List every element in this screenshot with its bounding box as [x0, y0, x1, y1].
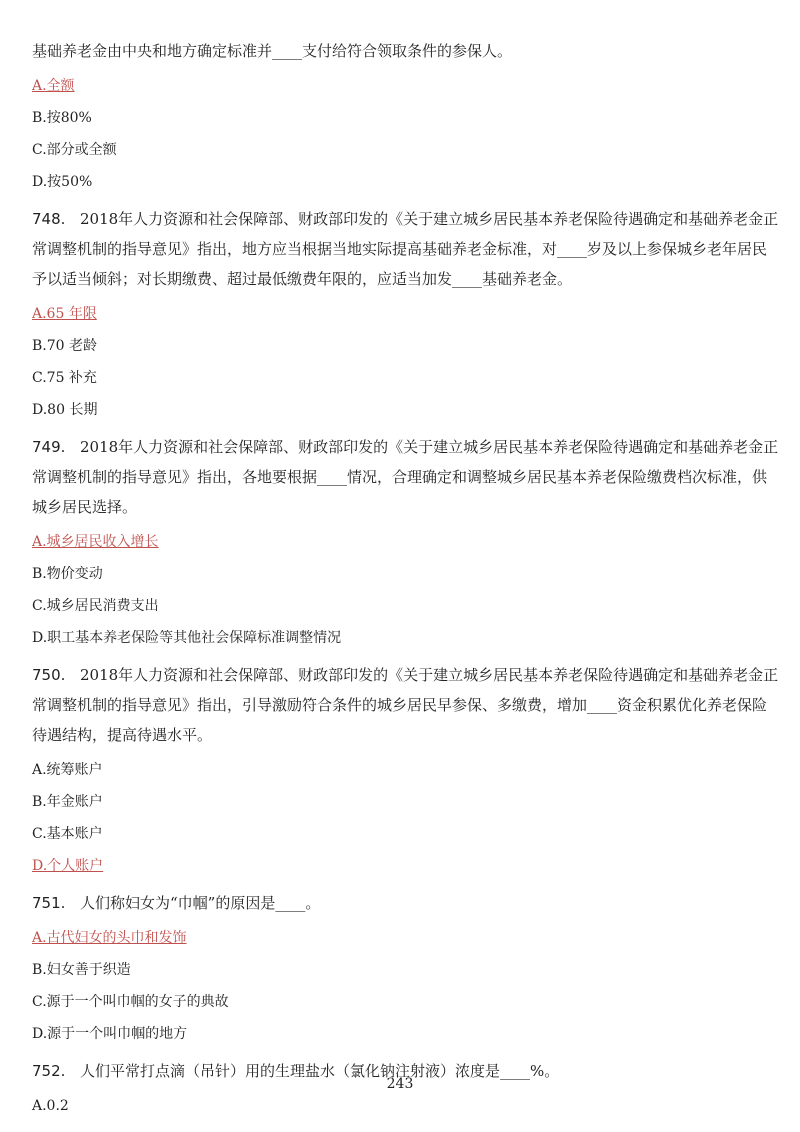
question-751: [32, 888, 780, 918]
option-a: A.统筹账户: [32, 762, 103, 778]
option-c: C.源于一个叫巾帼的女子的典故: [32, 994, 229, 1010]
question-text: 2018年人力资源和社会保障部、财政部印发的《关于建立城乡居民基本养老保险待遇确定和基础养老金正常调整机制的指导意见》指出，引导激励符合条件的城乡居民早参保、多缴费，增加____资金积累优化养老保险待遇结构，提高待遇水平。: [32, 666, 779, 744]
question-749: [32, 432, 780, 522]
page-number: 243: [386, 1076, 414, 1092]
option-b: B.70 老龄: [32, 338, 98, 354]
option-a: A.0.2: [32, 1098, 69, 1114]
question-text: 2018年人力资源和社会保障部、财政部印发的《关于建立城乡居民基本养老保险待遇确定和基础养老金正常调整机制的指导意见》指出，各地要根据____情况，合理确定和调整城乡居民基本养老保险缴费档次标准，供城乡居民选择。: [32, 438, 779, 516]
option-b: B.按80%: [32, 110, 92, 126]
question-750: [32, 660, 780, 750]
option-a: A.65 年限: [32, 306, 97, 322]
option-d: D.80 长期: [32, 402, 98, 418]
question-number: 752.: [32, 1062, 66, 1080]
option-c: C.部分或全额: [32, 142, 117, 158]
question-text: 基础养老金由中央和地方确定标准并____支付给符合领取条件的参保人。: [32, 42, 513, 60]
option-c: C.基本账户: [32, 826, 103, 842]
option-c: C.城乡居民消费支出: [32, 598, 159, 614]
option-d: D.按50%: [32, 174, 93, 190]
option-d: D.个人账户: [32, 858, 104, 874]
question-text: 人们称妇女为“巾帼”的原因是____。: [80, 894, 321, 912]
question-text: 2018年人力资源和社会保障部、财政部印发的《关于建立城乡居民基本养老保险待遇确定和基础养老金正常调整机制的指导意见》指出，地方应当根据当地实际提高基础养老金标准，对____岁及以上参保城乡老年居民予以适当倾斜；对长期缴费、超过最低缴费年限的，应适当加发____基础养老金。: [32, 210, 779, 288]
question-number: 748.: [32, 210, 66, 228]
question-number: 751.: [32, 894, 66, 912]
option-a: A.古代妇女的头巾和发饰: [32, 930, 187, 946]
option-d: D.源于一个叫巾帼的地方: [32, 1026, 188, 1042]
option-b: B.物价变动: [32, 566, 103, 582]
question-text: 人们平常打点滴（吊针）用的生理盐水（氯化钠注射液）浓度是____%。: [80, 1062, 560, 1080]
option-b: B.年金账户: [32, 794, 103, 810]
option-d: D.职工基本养老保险等其他社会保障标准调整情况: [32, 630, 342, 646]
option-a: A.全额: [32, 78, 75, 94]
option-a: A.城乡居民收入增长: [32, 534, 159, 550]
question-748: [32, 204, 780, 294]
option-b: B.妇女善于织造: [32, 962, 131, 978]
option-c: C.75 补充: [32, 370, 97, 386]
intro-options: [32, 70, 780, 198]
question-number: 750.: [32, 666, 66, 684]
question-number: 749.: [32, 438, 66, 456]
document-page: [32, 36, 780, 1122]
